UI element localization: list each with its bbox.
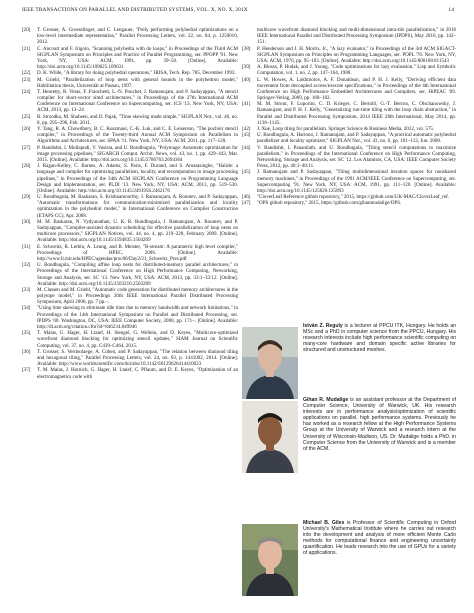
reference-text: "Using time skewing to eliminate idle time due to memory bandwidth and network limitations," in Proceedings of the 14th International Symposium on Parallel and Distributed Processing, ser. IPDPS '00. Washington, DC, USA: IEEE Computer Society, 2000, pp. 171–. [Online]. Available: http://dl.acm.org/citation.cfm?id=846234.849946 xyxy=(37,305,238,330)
reference-entry xyxy=(242,101,456,126)
reference-entry xyxy=(22,367,238,379)
author-photo-reguly xyxy=(242,327,298,399)
bio-text-giles xyxy=(303,520,456,557)
reference-label: [29] xyxy=(22,194,31,201)
reference-label: [44] xyxy=(242,144,251,151)
reference-label: [46] xyxy=(242,194,251,201)
reference-text: U. Bondhugula, "Compiling affine loop nests for distributed-memory parallel architectures," in Proceedings of the International Conference on High Performance Computing, Networking, Storage and Analysis, ser. SC '13. New York, NY, USA: ACM, 2013, pp. 33:1–33:12. [Online]. Available: http://doi.acm.org/10.1145/2503210.2503289 xyxy=(37,262,238,287)
reference-label: [24] xyxy=(22,88,31,95)
reference-text: "OPS github repository," 2015, https://github.com/gihanmudalige/OPS. xyxy=(257,200,402,207)
bio-body: is Professor of Scientific Computing in Oxford University's Mathematical Institute where he carries out research into the development and analysis of more efficient Monte Carlo methods for computational finance and engineering uncertainty quantification. He leads research into the use of GPUs for a variety of applications. xyxy=(303,520,456,557)
reference-label: [35] xyxy=(22,330,31,337)
reference-entry xyxy=(22,262,238,287)
reference-label: [37] xyxy=(22,367,31,374)
reference-label: [34] xyxy=(22,305,31,312)
reference-text: T. Grosser, A. Groesslinger, and C. Lengauer, "Polly performing polyhedral optimizations on a low-level intermediate representation," Parallel Processing Letters, vol. 22, no. 04, p. 1250010, 2012. xyxy=(37,27,238,46)
author-name: Gihan R. Mudalige xyxy=(303,397,349,403)
journal-title: IEEE TRANSACTIONS ON PARALLEL AND DISTRIBUTED SYSTEMS, VOL. X, NO. X, 201X xyxy=(22,7,248,13)
reference-label: [40] xyxy=(242,76,251,83)
reference-entry xyxy=(22,114,238,126)
reference-label: [22] xyxy=(22,70,31,77)
bio-text-reguly xyxy=(303,323,456,353)
reference-entry xyxy=(242,132,456,144)
references-left-column xyxy=(22,27,238,380)
reference-entry xyxy=(22,330,238,349)
reference-text: R. Strzodka, M. Shaheen, and D. Pajak, "Time skewing made simple," SIGPLAN Not., vol. 46, no. 8, pp. 295–296, Feb. 2011. xyxy=(37,113,238,126)
reference-label: [38] xyxy=(242,45,251,52)
reference-text: M. Classen and M. Griebl, "Automatic code generation for distributed memory architectures in the polytope model," in Proceedings 20th IEEE International Parallel Distributed Processing Symposium, April 2006, pp. 7 pp.–. xyxy=(37,286,238,306)
reference-text: D. K. Wilde, "A library for doing polyhedral operations," IRISA, Tech. Rep. 785, December 1993. xyxy=(37,70,236,77)
bio-body: is a lecturer at PPCU ITK, Hungary. He holds an MSc and a PhD in computer science from the PPCU, Hungary. His research interests include high performance scientific computing on many-core hardware and domain specific active libraries for structured and unstructured meshes. xyxy=(303,323,456,354)
reference-text: T. M. Malas, J. Hornich, G. Hager, H. Ltaief, C. Pflaum, and D. E. Keyes, "Optimization of an electromagnetics code with xyxy=(37,367,238,380)
page-number: 14 xyxy=(448,7,454,13)
reference-text: multicore wavefront diamond blocking and multi-dimensional intra-tile parallelization," in 2016 IEEE International Parallel and Distributed Processing Symposium (IPDPS), May 2016, pp. 142–151. xyxy=(257,27,456,46)
reference-label: [20] xyxy=(22,27,31,33)
reference-text: T. Henretty, R. Veras, F. Franchetti, L.-N. Pouchet, J. Ramanujam, and P. Sadayappan, "A stencil compiler for short-vector simd architectures," in Proceedings of the 27th International ACM Conference on International Conference on Supercomputing, ser. ICS '13. New York, NY, USA: ACM, 2013, pp. 13–24. xyxy=(37,88,238,114)
reference-text: U. Bondhugula, A. Hartono, J. Ramanujam, and P. Sadayappan, "A practical automatic polyhedral parallelizer and locality optimizer," SIGPLAN Not., vol. 43, no. 6, pp. 101–113, Jun. 2008. xyxy=(257,132,456,145)
reference-entry xyxy=(242,169,456,194)
reference-label: [36] xyxy=(22,348,31,355)
reference-entry xyxy=(242,200,456,206)
reference-entry xyxy=(22,163,238,194)
reference-entry xyxy=(242,77,456,102)
reference-text: U. Bondhugula, M. Baskaran, S. Krishnamoorthy, J. Ramanujam, A. Rountev, and P. Sadayappan, "Automatic transformations for communication-minimized parallelization and locality optimization in the polyhedral model," in International Conference on Compiler Construction (ETAPS CC), Apr. 2008. xyxy=(37,194,238,219)
reference-label: [31] xyxy=(22,243,31,250)
reference-label: [21] xyxy=(22,45,31,52)
reference-text: L. W. Howes, A. Lokhmotov, A. F. Donaldson, and P. H. J. Kelly, "Deriving efficient data movement from decoupled access/execute specifications," in Proceedings of the 4th International Conference on High Performance Embedded Architectures and Compilers, ser. HiPEAC '09. Springer-Verlag, 2009, pp. 168–182. xyxy=(257,76,456,102)
reference-label: [25] xyxy=(22,113,31,120)
reference-label: [33] xyxy=(22,286,31,293)
reference-text: P. Bandishti, I. Mullapudi, V. Vasista, and U. Bondhugula, "Polymage: Automatic optimization for image processing pipelines," SIGARCH Comput. Archit. News, vol. 43, no. 1, pp. 429–443, Mar. 2015. [Online]. Available: http://doi.acm.org/10.1145/2786763.2694364 xyxy=(37,144,238,163)
reference-entry xyxy=(22,219,238,244)
reference-text: A. Blosss, P. Hudak, and J. Young, "Code optimizations for lazy evaluation," Lisp and Symbolic Computation, vol. 1, no. 2, pp. 147–164, 1988. xyxy=(257,64,456,77)
reference-entry xyxy=(22,89,238,114)
reference-label: [27] xyxy=(22,144,31,151)
author-photo-giles xyxy=(242,524,298,596)
reference-text: M. M. Baskaran, N. Vydyanathan, U. K. R. Bondhugula, J. Ramanujam, A. Rountev, and P. Sadayappan, "Compiler-assisted dynamic scheduling for effective parallelization of loop nests on multicore processors," SIGPLAN Notices, vol. 44, no. 4, pp. 219–228, February 2009. [Online]. Available: http://doi.acm.org/10.1145/1594835.1504209 xyxy=(37,218,238,244)
reference-entry xyxy=(22,287,238,306)
reference-entry xyxy=(22,27,238,46)
reference-entry xyxy=(242,64,456,76)
reference-entry xyxy=(22,305,238,330)
author-name: István Z. Reguly xyxy=(303,323,343,329)
reference-text: C. Ancourt and F. Irigoin, "Scanning polyhedra with do loops," in Proceedings of the Third ACM SIGPLAN Symposium on Principles and Practice of Parallel Programming, ser. PPOPP '91. New York, NY, USA: ACM, 1991, pp. 39–50. [Online]. Available: http://doi.acm.org/10.1145/109625.109631 xyxy=(37,45,238,71)
reference-label: [23] xyxy=(22,76,31,83)
reference-text: J. Xue, Loop tiling for parallelism. Springer Science & Business Media, 2012, vol. 575. xyxy=(257,126,435,132)
reference-text: J. Ragan-Kelley, C. Barnes, A. Adams, S. Paris, F. Durand, and S. Amarasinghe, "Halide: a language and compiler for optimizing parallelism, locality, and recomputation in image processing pipelines," in Proceedings of the 34th ACM SIGPLAN Conference on Programming Language Design and Implementation, ser. PLDI '13. New York, NY, USA: ACM, 2013, pp. 519–530. [Online]. Available: http://doi.acm.org/10.1145/2491956.2462176 xyxy=(37,163,238,194)
reference-text: P. Henderson and J. H. Morris, Jr., "A lazy evaluator," in Proceedings of the 3rd ACM SIGACT-SIGPLAN Symposium on Principles on Programming Languages, ser. POPL '76. New York, NY, USA: ACM, 1976, pp. 95–103. [Online]. Available: http://doi.acm.org/10.1145/800168.811543 xyxy=(257,45,456,64)
reference-entry xyxy=(22,126,238,145)
reference-label: [39] xyxy=(242,64,251,71)
reference-entry xyxy=(22,349,238,368)
reference-entry xyxy=(22,77,238,89)
reference-label: [47] xyxy=(242,200,251,207)
bio-body: is an assistant professor at the Department of Computer Science, University of Warwick, UK. His research interests are in performance analysis/optimization of scientific applications on parallel, high performance systems. Previously he has worked as a research fellow at the High Performance Systems Group at the University of Warwick and a research intern at the University of Wisconsin-Madison, US. Dr. Mudalige holds a PhD. in Computer Science from the University of Warwick and is a member of the ACM. xyxy=(303,397,456,452)
reference-text: "CloverLeaf Reference github repository," 2015, https://github.com/UK-MAC/CloverLeaf_ref. xyxy=(257,194,450,201)
reference-text: T. Malas, G. Hager, H. Ltaief, H. Stengel, G. Wellein, and D. Keyes, "Multicore-optimized wavefront diamond blocking for optimizing stencil updates," SIAM Journal on Scientific Computing, vol. 37, no. 4, pp. C439–C464, 2015. xyxy=(37,330,238,349)
reference-text: M. Griebl, "Parallelization of loop nests with general bounds in the polyhedron model," Habilitation thesis, Universität at Passau, 1997. xyxy=(37,76,238,89)
reference-label: [32] xyxy=(22,262,31,269)
reference-text: T. Grosser, S. Verdoolaege, A. Cohen, and P. Sadayappan, "The relation between diamond tiling and hexagonal tiling," Parallel Processing Letters, vol. 24, no. 03, p. 1441002, 2014. [Online]. Available: http://www.worldscientific.com/doi/abs/10.1142/S0129626414410023 xyxy=(37,348,238,368)
running-header xyxy=(22,7,454,19)
reference-text: E. Schweitz, R. Lethin, A. Leung, and B. Meister, "R-stream: A parametric high level compiler," Proceedings of HPEC, 2006. [Online]. Available: http://www.ll.mit.edu/HPEC/agendas/proc06/Day2/21_Schweitz_Pres.pdf xyxy=(37,243,238,262)
reference-label: [43] xyxy=(242,132,251,139)
reference-entry xyxy=(242,145,456,170)
references-right-column xyxy=(242,27,456,206)
reference-entry xyxy=(242,27,456,46)
reference-text: M. M. Strout, F. Luporini, C. D. Krieger, C. Bertolli, G.-T. Bercea, C. Olschanowsky, J. Ramanujam, and P. H. J. Kelly, "Generalizing run-time tiling with the loop chain abstraction," in Parallel and Distributed Processing Symposium, 2014 IEEE 28th International, May 2014, pp. 1136–1145. xyxy=(257,101,456,126)
reference-label: [45] xyxy=(242,169,251,176)
author-photo-mudalige xyxy=(242,401,298,473)
reference-entry xyxy=(22,244,238,263)
reference-text: Y. Tang, R. A. Chowdhury, B. C. Kuszmaul, C.-K. Luk, and C. E. Leiserson, "The pochoir stencil compiler," in Proceedings of the Twenty-third Annual ACM Symposium on Parallelism in Algorithms and Architectures, ser. SPAA '11. New York, NY, USA: ACM, 2011, pp. 117–128. xyxy=(37,126,238,145)
reference-entry xyxy=(22,46,238,71)
reference-entry xyxy=(22,194,238,219)
author-name: Michael B. Giles xyxy=(303,520,345,526)
reference-label: [41] xyxy=(242,101,251,108)
reference-label: [28] xyxy=(22,163,31,170)
reference-label: [26] xyxy=(22,126,31,132)
reference-text: V. Bandishti, I. Pananilath, and U. Bondhugula, "Tiling stencil computations to maximize parallelism," in Proceedings of the International Conference on High Performance Computing, Networking, Storage and Analysis, ser. SC '12. Los Alamitos, CA, USA: IEEE Computer Society Press, 2012, pp. 40:1–40:11. xyxy=(257,144,456,170)
bio-text-mudalige xyxy=(303,397,456,452)
reference-entry xyxy=(22,145,238,164)
reference-label: [42] xyxy=(242,126,251,132)
reference-entry xyxy=(242,46,456,65)
reference-label: [30] xyxy=(22,218,31,225)
reference-text: J. Ramanujam and P. Sadayappan, "Tiling multidimensional iteration spaces for nonshared memory machines," in Proceedings of the 1991 ACM/IEEE Conference on Supercomputing, ser. Supercomputing '91. New York, NY, USA: ACM, 1991, pp. 111–120. [Online]. Available: http://doi.acm.org/10.1145/125826.125893 xyxy=(257,169,456,194)
